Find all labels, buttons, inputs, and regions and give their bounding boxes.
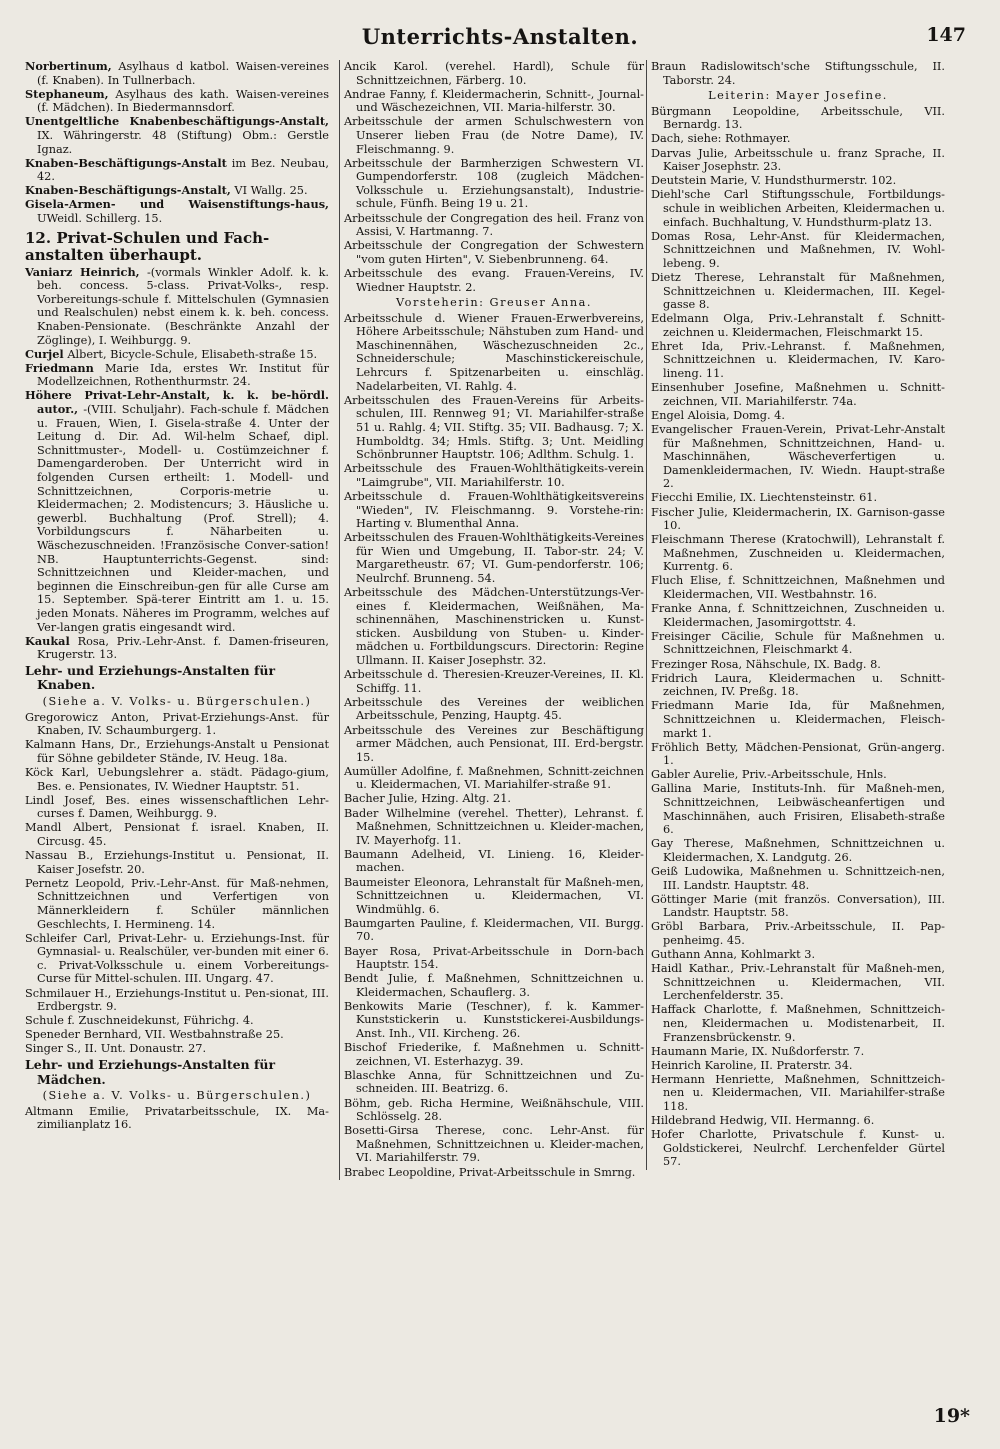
entry-name: Curjel <box>25 346 64 361</box>
directory-entry <box>651 741 945 768</box>
directory-entry <box>651 1114 945 1128</box>
entry-text: Köck Karl, Uebungslehrer a. städt. Pädago-gium, Bes. e. Pensionates, IV. Wiedner Hauptstr. 51. <box>25 766 329 793</box>
directory-entry <box>651 920 945 947</box>
entry-text: -(vormals Winkler Adolf. k. k. beh. concess. 5-class. Privat-Volks-, resp. Vorbereitungs-schule f. Mittelschulen (Gymnasien und Realschulen) nebst einem k. k. beh. concess. Knaben-Pensionate. (Beschränkte Anzahl der Zöglinge), I. Weihburgg. 9. <box>37 265 330 347</box>
entry-text: Arbeitsschule d. Wiener Frauen-Erwerbvereins, Höhere Arbeitsschule; Nähstuben zum Hand- und Maschinennähen, Wäschezuschneiden 2c., Schneiderschule; Maschinstickereischule, Lehrcurs f. Spitzenarbeiten u. einschläg. Nadelarbeiten, VI. Rahlg. 4. <box>344 311 644 393</box>
entry-text: Domas Rosa, Lehr-Anst. für Kleidermachen, Schnittzeichnen und Maßnehmen, IV. Wohl-lebeng. 9. <box>651 229 945 270</box>
directory-entry <box>651 699 945 740</box>
entry-text: Benkowits Marie (Teschner), f. k. Kammer-Kunststickerin u. Kunststickerei-Ausbildungs-Anst. Inh., VII. Kircheng. 26. <box>344 999 644 1041</box>
entry-text: Lindl Josef, Bes. eines wissenschaftlichen Lehr-curses f. Damen, Weihburgg. 9. <box>25 793 329 821</box>
directory-entry <box>25 184 329 198</box>
directory-entry <box>651 340 945 381</box>
directory-entry <box>344 876 644 917</box>
directory-entry <box>651 1128 945 1169</box>
entry-text: Asylhaus d katbol. Waisen-vereines (f. Knaben). In Tullnerbach. <box>37 60 329 87</box>
entry-text: Arbeitsschule d. Frauen-Wohlthätigkeitsvereins "Wieden", IV. Fleischmanng. 9. Vorstehe-rin: Harting v. Blumenthal Anna. <box>344 489 644 531</box>
entry-text: Gregorowicz Anton, Privat-Erziehungs-Anst. für Knaben, IV. Schaumburgerg. 1. <box>25 710 329 738</box>
directory-entry <box>651 423 945 491</box>
entry-text: Arbeitsschulen des Frauen-Wohlthätigkeits-Vereines für Wien und Umgebung, II. Tabor-str. 24; V. Margaretheustr. 67; VI. Gum-pendorferstr. 106; Neulrchf. Brunneng. 54. <box>344 531 644 585</box>
directory-entry <box>344 531 644 585</box>
directory-entry <box>344 115 644 156</box>
directory-entry <box>344 765 644 792</box>
entry-text: Bacher Julie, Hzing. Altg. 21. <box>344 792 512 806</box>
entry-text: Haffack Charlotte, f. Maßnehmen, Schnittzeich-nen, Kleidermachen u. Modistenarbeit, II. Franzensbrückenstr. 9. <box>651 1003 945 1044</box>
entry-text: Ehret Ida, Priv.-Lehranst. f. Maßnehmen, Schnittzeichnen u. Kleidermachen, IV. Karo-lineng. 11. <box>651 339 945 381</box>
entry-text: Göttinger Marie (mit französ. Conversation), III. Landstr. Hauptstr. 58. <box>651 892 945 920</box>
directory-entry <box>25 88 329 115</box>
entry-text: Arbeitsschule des Vereines der weiblichen Arbeitsschule, Penzing, Hauptg. 45. <box>344 695 644 723</box>
section-heading: 12. Privat-Schulen und Fach-anstalten überhaupt. <box>25 228 270 264</box>
directory-entry <box>651 312 945 339</box>
directory-entry <box>344 807 644 848</box>
entry-text: Arbeitsschule des Frauen-Wohlthätigkeits-verein "Laimgrube", VII. Mariahilferstr. 10. <box>344 462 644 489</box>
directory-entry <box>344 917 644 944</box>
entry-name: Vaniarz Heinrich, <box>25 264 140 279</box>
directory-entry <box>651 1003 945 1044</box>
entry-name: Unentgeltliche Knabenbeschäftigungs-Anstalt, <box>25 114 329 129</box>
entry-text: Fischer Julie, Kleidermacherin, IX. Garnison-gasse 10. <box>651 505 945 533</box>
directory-entry <box>651 506 945 533</box>
directory-entry <box>25 932 329 986</box>
directory-entry <box>344 157 644 211</box>
entry-text: Fridrich Laura, Kleidermachen u. Schnitt-zeichnen, IV. Preßg. 18. <box>651 671 945 699</box>
directory-entry <box>344 1000 644 1041</box>
entry-text: Schleifer Carl, Privat-Lehr- u. Erziehungs-Inst. für Gymnasial- u. Realschüler, ver-bunden mit einer 6. c. Privat-Volksschule u. einem Vorbereitungs-Curse für Mittel-schulen. III. Ungarg. 47. <box>25 931 329 986</box>
entry-name: Gisela-Armen- und Waisenstiftungs-haus, <box>25 197 329 212</box>
section-heading: Lehr- und Erziehungs-Anstalten für Knaben. <box>25 662 276 693</box>
entry-text: Arbeitsschule der Congregation der Schwestern "vom guten Hirten", V. Siebenbrunneng. 64. <box>344 239 644 266</box>
directory-entry <box>344 1166 644 1180</box>
entry-text: Baumeister Eleonora, Lehranstalt für Maßneh-men, Schnittzeichnen u. Kleidermachen, VI. Windmühlg. 6. <box>344 875 644 916</box>
entry-text: Andrae Fanny, f. Kleidermacherin, Schnitt-, Journal- und Wäschezeichnen, VII. Maria-hilferstr. 30. <box>344 87 644 115</box>
entry-text: Hermann Henriette, Maßnehmen, Schnittzeich-nen u. Kleidermachen, VII. Mariahilfer-straße 118. <box>651 1072 945 1114</box>
entry-text: Deutstein Marie, V. Hundsthurmerstr. 102. <box>651 174 897 188</box>
entry-text: Speneder Bernhard, VII. Westbahnstraße 25. <box>25 1028 284 1042</box>
entry-text: Gabler Aurelie, Priv.-Arbeitsschule, Hnls. <box>651 768 887 782</box>
directory-entry <box>344 945 644 972</box>
entry-text: Bischof Friederike, f. Maßnehmen u. Schnitt-zeichnen, VI. Esterhazyg. 39. <box>344 1041 644 1068</box>
entry-text: Gallina Marie, Instituts-Inh. für Maßneh-men, Schnittzeichnen, Leibwäscheanfertigen und Maschinnähen, auch Frisiren, Elisabeth-straße 6. <box>651 782 945 837</box>
directory-entry <box>651 782 945 836</box>
entry-text: Arbeitsschule der Congregation des heil. Franz von Assisi, V. Hartmanng. 7. <box>344 211 644 239</box>
entry-text: Evangelischer Frauen-Verein, Privat-Lehr-Anstalt für Maßnehmen, Schnittzeichnen, Hand- u. Maschinnähen, Wäscheverfertigen u. Damenkleidermachen, IV. Wiedn. Haupt-straße 2. <box>651 422 945 491</box>
entry-text: Schmilauer H., Erziehungs-Institut u. Pen-sionat, III. Erdbergstr. 9. <box>25 986 329 1014</box>
directory-entry <box>651 672 945 699</box>
entry-text: Brabec Leopoldine, Privat-Arbeitsschule in Smrng. <box>344 1165 636 1179</box>
entry-text: Mandl Albert, Pensionat f. israel. Knaben, II. Circusg. 45. <box>25 821 329 848</box>
directory-entry <box>25 987 329 1014</box>
directory-entry <box>651 132 945 146</box>
entry-text: Fluch Elise, f. Schnittzeichnen, Maßnehmen und Kleidermachen, VII. Westbahnstr. 16. <box>651 574 945 602</box>
entry-text: Marie Ida, erstes Wr. Institut für Modellzeichnen, Rothenthurmstr. 24. <box>37 361 329 389</box>
directory-entry <box>651 630 945 657</box>
entry-text: Dietz Therese, Lehranstalt für Maßnehmen, Schnittzeichnen u. Kleidermachen, III. Kegel-gasse 8. <box>651 270 945 312</box>
directory-entry <box>344 972 644 999</box>
directory-entry <box>25 1014 329 1028</box>
directory-entry <box>344 1097 644 1124</box>
entry-name: Friedmann <box>25 360 94 375</box>
entry-text: Baumgarten Pauline, f. Kleidermachen, VII. Burgg. 70. <box>344 916 644 944</box>
directory-entry <box>344 1041 644 1068</box>
entry-text: Ancik Karol. (verehel. Hardl), Schule für Schnittzeichnen, Färberg. 10. <box>344 60 644 87</box>
directory-entry <box>25 362 329 389</box>
directory-entry <box>344 1124 644 1165</box>
directory-entry <box>25 1105 329 1132</box>
entry-text: Haidl Kathar., Priv.-Lehranstalt für Maßneh-men, Schnittzeichnen u. Kleidermachen, VII. Lerchenfelderstr. 35. <box>651 962 945 1003</box>
directory-entry <box>651 658 945 672</box>
entry-text: VI Wallg. 25. <box>234 184 308 198</box>
directory-entry <box>344 668 644 695</box>
directory-entry <box>344 394 644 462</box>
directory-entry <box>651 533 945 574</box>
entry-text: Altmann Emilie, Privatarbeitsschule, IX. Ma-zimilianplatz 16. <box>25 1104 329 1132</box>
note-line: (Siehe a. V. Volks- u. Bürgerschulen.) <box>42 695 312 709</box>
note-line: (Siehe a. V. Volks- u. Bürgerschulen.) <box>42 1089 312 1103</box>
entry-name: Höhere Privat-Lehr-Anstalt, k. k. be-hördl. autor., <box>25 388 329 417</box>
directory-entry <box>651 491 945 505</box>
directory-entry <box>344 696 644 723</box>
entry-name: Norbertinum, <box>25 59 112 73</box>
entry-text: UWeidl. Schillerg. 15. <box>37 212 163 226</box>
entry-text: Kalmann Hans, Dr., Erziehungs-Anstalt u Pensionat für Söhne gebildeter Stände, IV. Heug. 18a. <box>25 738 329 765</box>
printer-signature: 19* <box>933 1405 970 1427</box>
entry-text: Asylhaus des kath. Waisen-vereines (f. Mädchen). In Biedermannsdorf. <box>37 87 329 115</box>
page-title: Unterrichts-Anstalten. <box>361 24 639 49</box>
directory-entry <box>25 849 329 876</box>
directory-entry <box>651 948 945 962</box>
directory-entry <box>344 848 644 875</box>
entry-text: Gröbl Barbara, Priv.-Arbeitsschule, II. Pap-penheimg. 45. <box>651 920 945 947</box>
directory-entry <box>344 586 644 668</box>
entry-text: Fiecchi Emilie, IX. Liechtensteinstr. 61. <box>651 491 878 505</box>
directory-entry <box>25 766 329 793</box>
directory-entry <box>25 877 329 931</box>
entry-text: Einsenhuber Josefine, Maßnehmen u. Schnitt-zeichnen, VII. Mariahilferstr. 74a. <box>651 381 945 408</box>
directory-entry <box>344 239 644 266</box>
entry-text: Frezinger Rosa, Nähschule, IX. Badg. 8. <box>651 657 881 671</box>
directory-entry <box>651 1073 945 1114</box>
entry-text: Engel Aloisia, Domg. 4. <box>651 408 785 422</box>
entry-text: -(VIII. Schuljahr). Fach-schule f. Mädchen u. Frauen, Wien, I. Gisela-straße 4. Unter der Leitung d. Dir. Ad. Wil-helm Schaef, dipl. Schnittmuster-, Modell- u. Costümzeichner f. Damengarderoben. Der Unterricht wird in folgenden Cursen ertheilt: 1. Modell- und Schnittzeichnen, Corporis-metrie u. Kleidermachen; 2. Modistencurs; 3. Häusliche u. gewerbl. Buchhaltung (Prof. Strell); 4. Vorbildungscurs f. Näharbeiten u. Wäschezuschneiden. !Französische Conver-sation! NB. Hauptunterrichts-Gegenst. sind: Schnittzeichnen und Kleider-machen, und beginnen die Einschreibun-gen für alle Curse am 15. September. Spä-terer Eintritt am 1. u. 15. jeden Monats. Näheres im Programm, welches auf Ver-langen gratis eingesandt wird. <box>37 403 329 634</box>
entry-text: Rosa, Priv.-Lehr-Anst. f. Damen-friseuren, Krugerstr. 13. <box>37 634 329 662</box>
entry-text: Bayer Rosa, Privat-Arbeitsschule in Dorn-bach Hauptstr. 154. <box>344 944 644 972</box>
entry-text: Edelmann Olga, Priv.-Lehranstalt f. Schnitt-zeichnen u. Kleidermachen, Fleischmarkt 15. <box>651 312 945 339</box>
entry-text: Aumüller Adolfine, f. Maßnehmen, Schnitt-zeichnen u. Kleidermachen, VI. Mariahilfer-straße 91. <box>344 764 644 792</box>
entry-text: Schule f. Zuschneidekunst, Führichg. 4. <box>25 1014 254 1028</box>
entry-name: Kaukal <box>25 633 70 648</box>
entry-text: Arbeitsschule d. Theresien-Kreuzer-Vereines, II. Kl. Schiffg. 11. <box>344 668 644 695</box>
column-left <box>25 60 329 1132</box>
entry-text: Arbeitsschule des Vereines zur Beschäftigung armer Mädchen, auch Pensionat, III. Erd-bergstr. 15. <box>344 723 644 764</box>
entry-name: Knaben-Beschäftigungs-Anstalt <box>25 155 227 170</box>
directory-entry <box>651 271 945 312</box>
directory-entry <box>651 147 945 174</box>
directory-entry <box>651 381 945 408</box>
entry-text: Arbeitsschule der Barmherzigen Schwestern VI. Gumpendorferstr. 108 (zugleich Mädchen-Volksschule u. Erziehungsanstalt), Industrie-schule, Fünfh. Being 19 u. 21. <box>344 156 644 211</box>
entry-text: Geiß Ludowika, Maßnehmen u. Schnittzeich-nen, III. Landstr. Hauptstr. 48. <box>651 864 945 892</box>
column-middle <box>339 60 644 1180</box>
entry-text: Baumann Adelheid, VI. Linieng. 16, Kleider-machen. <box>344 847 644 875</box>
directory-entry <box>651 105 945 132</box>
directory-entry <box>651 188 945 229</box>
entry-text: Bendt Julie, f. Maßnehmen, Schnittzeichnen u. Kleidermachen, Schauflerg. 3. <box>344 972 644 999</box>
entry-text: Bosetti-Girsa Therese, conc. Lehr-Anst. für Maßnehmen, Schnittzeichnen u. Kleider-machen, VI. Mariahilferstr. 79. <box>344 1124 644 1165</box>
directory-entry <box>25 1028 329 1042</box>
note-line: Leiterin: Mayer Josefine. <box>708 89 888 103</box>
entry-text: Friedmann Marie Ida, für Maßnehmen, Schnittzeichnen u. Kleidermachen, Fleisch-markt 1. <box>651 699 945 740</box>
directory-entry <box>25 711 329 738</box>
directory-entry <box>651 865 945 892</box>
directory-entry <box>651 893 945 920</box>
entry-text: Diehl'sche Carl Stiftungsschule, Fortbildungs-schule in weiblichen Arbeiten, Kleidermachen u. einfach. Buchhaltung, V. Hundsthurm-platz 13. <box>651 188 945 229</box>
directory-entry <box>651 230 945 271</box>
entry-text: Braun Radislowitsch'sche Stiftungsschule, II. Taborstr. 24. <box>651 60 945 87</box>
entry-text: im Bez. Neubau, 42. <box>37 156 329 184</box>
directory-entry <box>344 60 644 87</box>
directory-entry <box>25 794 329 821</box>
entry-name: Knaben-Beschäftigungs-Anstalt, <box>25 183 231 198</box>
directory-entry <box>25 60 329 87</box>
entry-text: Singer S., II. Unt. Donaustr. 27. <box>25 1042 207 1056</box>
column-right <box>646 60 945 1170</box>
entry-text: Blaschke Anna, für Schnittzeichnen und Zu-schneiden. III. Beatrizg. 6. <box>344 1068 644 1096</box>
directory-entry <box>25 738 329 765</box>
entry-text: Arbeitsschule des Mädchen-Unterstützungs-Ver-eines f. Kleidermachen, Weißnähen, Ma-schinennähen, Maschinenstricken u. Kunst-sticken. Ausbildung von Stuben- u. Kinder-mädchen u. Fortbildungscurs. Directorin: Regine Ullmann. II. Kaiser Josephstr. 32. <box>344 586 644 668</box>
directory-entry <box>344 212 644 239</box>
directory-entry <box>344 1069 644 1096</box>
directory-entry <box>25 389 329 634</box>
directory-entry <box>344 267 644 294</box>
directory-entry <box>651 174 945 188</box>
directory-entry <box>344 88 644 115</box>
directory-entry <box>651 602 945 629</box>
directory-entry <box>25 348 329 362</box>
entry-text: Arbeitsschule des evang. Frauen-Vereins, IV. Wiedner Hauptstr. 2. <box>344 266 644 294</box>
entry-text: Hildebrand Hedwig, VII. Hermanng. 6. <box>651 1114 875 1128</box>
directory-entry <box>25 266 329 348</box>
directory-entry <box>344 462 644 489</box>
page-number: 147 <box>926 24 966 46</box>
directory-entry <box>651 837 945 864</box>
directory-entry <box>25 821 329 848</box>
note-line: Vorsteherin: Greuser Anna. <box>396 296 592 310</box>
directory-entry <box>344 490 644 531</box>
directory-entry <box>651 1045 945 1059</box>
entry-text: Pernetz Leopold, Priv.-Lehr-Anst. für Maß-nehmen, Schnittzeichnen und Verfertigen von Männerkleidern f. Schüler männlichen Geschlechts, I. Hermineng. 14. <box>25 876 329 931</box>
entry-text: Guthann Anna, Kohlmarkt 3. <box>651 948 816 961</box>
directory-entry <box>651 409 945 423</box>
directory-entry <box>651 1059 945 1073</box>
entry-text: Freisinger Cäcilie, Schule für Maßnehmen u. Schnittzeichnen, Fleischmarkt 4. <box>651 629 945 657</box>
entry-text: Nassau B., Erziehungs-Institut u. Pensionat, II. Kaiser Josefstr. 20. <box>25 849 329 876</box>
directory-entry <box>651 768 945 782</box>
entry-text: Fleischmann Therese (Kratochwill), Lehranstalt f. Maßnehmen, Zuschneiden u. Kleidermachen, Kurrentg. 6. <box>651 533 945 574</box>
entry-text: Albert, Bicycle-Schule, Elisabeth-straße 15. <box>67 347 318 361</box>
section-heading: Lehr- und Erziehungs-Anstalten für Mädchen. <box>25 1056 276 1087</box>
entry-text: Fröhlich Betty, Mädchen-Pensionat, Grün-angerg. 1. <box>651 740 945 768</box>
entry-text: Bürgmann Leopoldine, Arbeitsschule, VII. Bernardg. 13. <box>651 104 945 132</box>
directory-entry <box>25 635 329 662</box>
entry-text: Haumann Marie, IX. Nußdorferstr. 7. <box>651 1044 865 1058</box>
entry-text: IX. Währingerstr. 48 (Stiftung) Obm.: Gerstle Ignaz. <box>37 128 329 156</box>
entry-text: Arbeitsschule der armen Schulschwestern von Unserer lieben Frau (de Notre Dame), IV. Fleischmanng. 9. <box>344 115 644 156</box>
entry-name: Stephaneum, <box>25 86 109 101</box>
directory-entry <box>344 792 644 806</box>
directory-entry <box>651 962 945 1003</box>
directory-entry <box>25 157 329 184</box>
entry-text: Gay Therese, Maßnehmen, Schnittzeichnen u. Kleidermachen, X. Landgutg. 26. <box>651 837 945 864</box>
directory-entry <box>344 312 644 394</box>
entry-text: Darvas Julie, Arbeitsschule u. franz Sprache, II. Kaiser Josephstr. 23. <box>651 146 945 174</box>
entry-text: Dach, siehe: Rothmayer. <box>651 132 791 146</box>
directory-entry <box>25 198 329 225</box>
entry-text: Hofer Charlotte, Privatschule f. Kunst- u. Goldstickerei, Neulrchf. Lerchenfelder Gürtel 57. <box>651 1128 945 1169</box>
entry-text: Arbeitsschulen des Frauen-Vereins für Arbeits-schulen, III. Rennweg 91; VI. Mariahilfer-straße 51 u. Rahlg. 4; VII. Stiftg. 35; VII. Badhausg. 7; X. Humboldtg. 34; Hmls. Stiftg. 3; Unt. Meidling Schönbrunner Hauptstr. 106; Adlthm. Schulg. 1. <box>344 393 644 462</box>
entry-text: Franke Anna, f. Schnittzeichnen, Zuschneiden u. Kleidermachen, Jasomirgottstr. 4. <box>651 602 945 629</box>
directory-entry <box>651 60 945 87</box>
entry-text: Heinrich Karoline, II. Praterstr. 34. <box>651 1058 853 1072</box>
directory-entry <box>25 115 329 156</box>
entry-text: Bader Wilhelmine (verehel. Thetter), Lehranst. f. Maßnehmen, Schnittzeichnen u. Kleider-machen, IV. Mayerhofg. 11. <box>344 806 644 847</box>
entry-text: Böhm, geb. Richa Hermine, Weißnähschule, VIII. Schlösselg. 28. <box>344 1096 644 1124</box>
directory-entry <box>344 724 644 765</box>
directory-entry <box>25 1042 329 1056</box>
directory-entry <box>651 574 945 601</box>
